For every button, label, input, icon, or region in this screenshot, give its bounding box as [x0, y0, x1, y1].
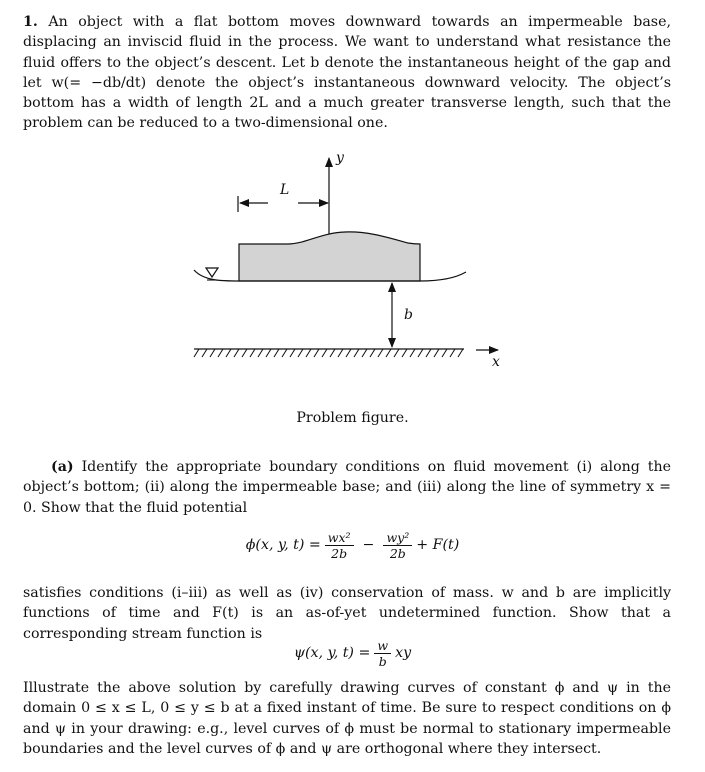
label-x: x [492, 354, 500, 370]
problem-statement [23, 12, 671, 134]
potential-equation: ϕ(x, y, t) = $\frac{\text{wx²}}{2b}$ − $\frac{\text{wy²}}{2b}$ + F(t) [245, 530, 460, 561]
part-a-text-3: Illustrate the above solution by carefully drawing curves of constant ϕ and ψ in the domain 0 ≤ x ≤ L, 0 ≤ y ≤ b at a fixed instant of time. Be sure to respect conditions on ϕ and ψ in your drawing: e.g., level curves of ϕ must be normal to stationary impermeable boundaries and the level curves of ϕ and ψ are orthogonal where they intersect. [23, 680, 671, 757]
label-L: L [280, 182, 290, 198]
part-a-label: (a) [51, 459, 74, 475]
stream-function-equation: ψ(x, y, t) = $\frac{w}{b}$ xy [293, 638, 412, 669]
label-b: b [404, 307, 413, 323]
problem-intro: An object with a flat bottom moves downward towards an impermeable base, displacing an inviscid fluid in the process. We want to understand what resistance the fluid offers to the object’s descent. Let b denote the instantaneous height of the gap and let w(= −db/dt) denote the object’s instantaneous downward velocity. The object’s bottom has a width of length 2L and a much greater transverse length, such that the problem can be reduced to a two-dimensional one. [23, 14, 671, 132]
part-a-text-2: satisfies conditions (i–iii) as well as (iv) conservation of mass. w and b are implicitly functions of time and F(t) is an as-of-yet undetermined function. Show that a corresponding stream function is [23, 585, 671, 642]
figure-caption: Problem figure. [296, 410, 409, 426]
object-body [239, 232, 420, 281]
base-hatching [194, 349, 463, 357]
label-y: y [336, 150, 344, 166]
water-level-icon [206, 268, 218, 277]
part-a-text: (a) Identify the appropriate boundary conditions on fluid movement (i) along the object’s bottom; (ii) along the impermeable base; and (iii) along the line of symmetry x = 0. Show that the fluid potential [23, 459, 671, 516]
problem-figure [180, 140, 500, 380]
problem-number: 1. [23, 14, 38, 30]
